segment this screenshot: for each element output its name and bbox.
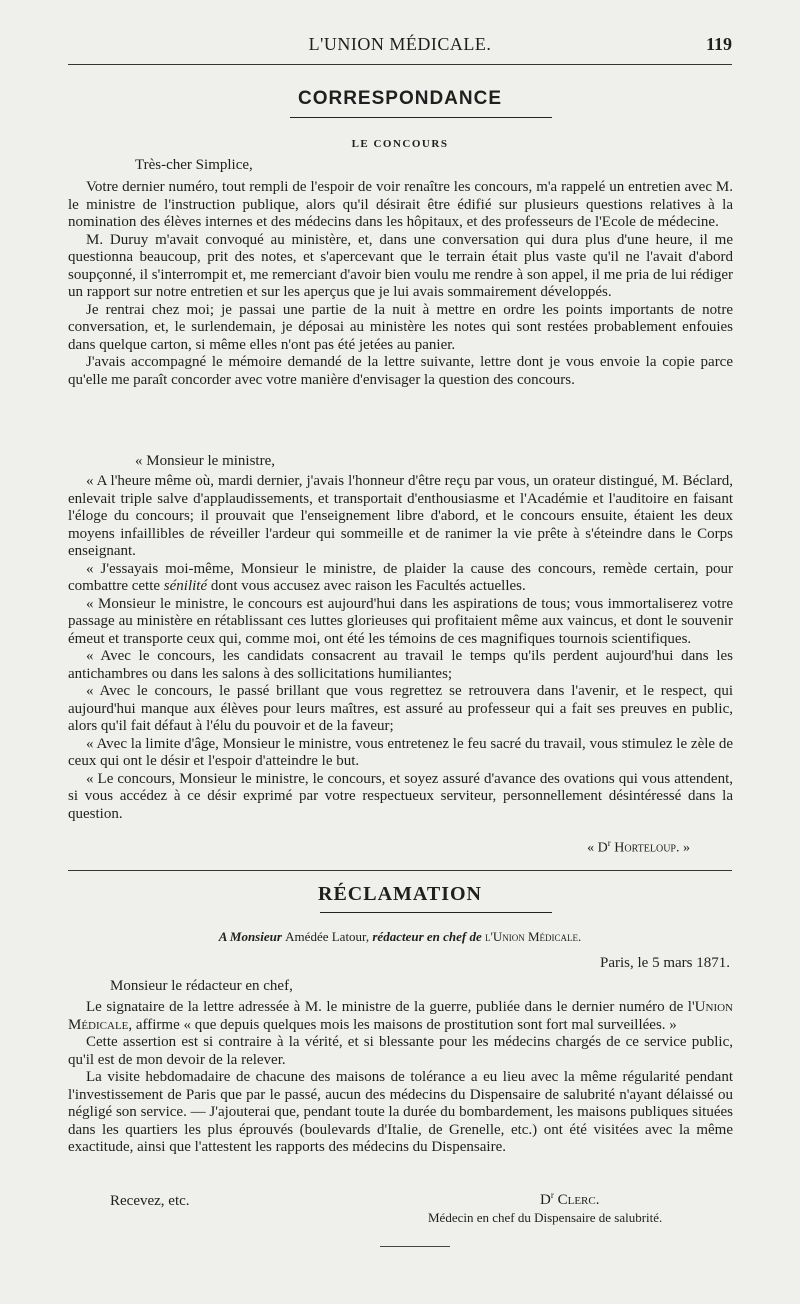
reclamation-closing: Recevez, etc. <box>110 1193 190 1209</box>
letter-paragraph: « Avec la limite d'âge, Monsieur le ministre, vous entretenez le feu sacré du travail, vous stimulez le zèle de ceux qui ont le désir et l'espoir d'atteindre le but. <box>68 735 733 769</box>
reclamation-title: RÉCLAMATION <box>318 883 482 905</box>
letter-text: dont vous accusez avec raison les Facultés actuelles. <box>207 578 526 594</box>
correspondence-paragraph: Je rentrai chez moi; je passai une partie de la nuit à mettre en ordre les points importants de notre conversation, et, le surlendemain, je déposai au ministère les notes qui sont restées probablement enfouies dans quelque carton, si même elles n'ont pas été jetées au panier. <box>68 301 733 353</box>
journal-name: Union Médicale <box>68 999 733 1033</box>
reclamation-dateline: Paris, le 5 mars 1871. <box>600 955 730 971</box>
letter-body <box>68 473 733 823</box>
correspondence-signature: « $D^r$ Horteloup. » <box>587 838 690 856</box>
correspondence-paragraph: J'avais accompagné le mémoire demandé de la lettre suivante, lettre dont je vous envoie la copie parce qu'elle me paraît concorder avec votre manière d'envisager la question des concours. <box>68 354 733 388</box>
reclamation-salutation: Monsieur le rédacteur en chef, <box>110 978 293 994</box>
reclamation-text: , affirme « que depuis quelques mois les maisons de prostitution sont fort mal surveillées. » <box>128 1016 677 1033</box>
reclamation-title-rule <box>320 912 552 913</box>
correspondence-body <box>68 179 733 389</box>
letter-paragraph <box>68 561 733 596</box>
address-role: rédacteur en chef de <box>372 929 482 944</box>
letter-text: « J'essayais moi-même, Monsieur le ministre, de plaider la cause des concours, remède certain, pour combattre cette <box>68 560 733 594</box>
reclamation-paragraph: Cette assertion est si contraire à la vérité, et si blessante pour les médecins chargés de ce service public, qu'il est de mon devoir de la relever. <box>68 1034 733 1068</box>
letter-paragraph: « Monsieur le ministre, le concours est aujourd'hui dans les aspirations de tous; vous immortaliserez votre passage au ministère en rétablissant ces luttes glorieuses qui profitaient même aux vaincus, et dont le souvenir émeut et transporte ceux qui, comme moi, ont été les témoins de ces magnifiques tournois scientifiques. <box>68 595 733 647</box>
reclamation-paragraph <box>68 999 733 1034</box>
closing-rule <box>380 1246 450 1247</box>
running-head <box>68 34 732 60</box>
letter-salutation: « Monsieur le ministre, <box>135 453 275 469</box>
correspondence-title-rule <box>290 117 552 118</box>
letter-paragraph: « Le concours, Monsieur le ministre, le concours, et soyez assuré d'avance des ovations qui vous attendent, si vous accédez à ce désir exprimé par votre respectueux serviteur, personnellement désintéressé dans la question. <box>68 770 733 822</box>
letter-paragraph: « Avec le concours, les candidats consacrent au travail le temps qu'ils perdent aujourd'hui dans les antichambres ou dans les salons à des sollicitations humiliantes; <box>68 648 733 682</box>
address-prefix: A Monsieur <box>218 929 282 944</box>
letter-emphasis: sénilité <box>163 578 208 594</box>
reclamation-text: Le signataire de la lettre adressée à M. le ministre de la guerre, publiée dans le dernier numéro de l' <box>86 999 695 1015</box>
correspondence-paragraph: Votre dernier numéro, tout rempli de l'espoir de voir renaître les concours, m'a rappelé un entretien avec M. le ministre de l'instruction publique, alors qu'il désirait être édifié sur plusieurs questions relatives à la nomination des élèves internes et des médecins dans les hôpitaux, et des professeurs de l'Ecole de médecine. <box>68 179 733 230</box>
letter-paragraph: « A l'heure même où, mardi dernier, j'avais l'honneur d'être reçu par vous, un orateur distingué, M. Béclard, enlevait triple salve d'applaudissements, et transportait d'enthousiasme et l'Académie et l'auditoire en faisant l'éloge du concours; il prouvait que l'enseignement libre d'abord, et le concours ensuite, étaient les deux moyens infaillibles de réveiller l'ardeur qui sommeille et de ranimer la vie prête à s'éteindre dans le Corps enseignant. <box>68 473 733 559</box>
correspondence-paragraph: M. Duruy m'avait convoqué au ministère, et, dans une conversation qui dura plus d'une heure, il me questionna beaucoup, prit des notes, et s'apercevant que le terrain était plus vaste qu'il ne l'avait d'abord soupçonné, il s'interrompit et, me remerciant d'avoir bien voulu me rendre à son appel, il me pria de lui rédiger un rapport sur notre entretien et sur les aperçus que je lui avais sommairement développés. <box>68 231 733 300</box>
reclamation-signature-title: Médecin en chef du Dispensaire de salubrité. <box>428 1210 663 1225</box>
letter-paragraph: « Avec le concours, le passé brillant que vous regrettez se retrouvera dans l'avenir, et le respect, qui aujourd'hui manque aux élèves pour leurs maîtres, est assuré au professeur qui a fait ses preuves en public, alors qu'il fait défaut à l'élu du pouvoir et de la faveur; <box>68 683 733 734</box>
reclamation-signature-name: $D^r$ Clerc. <box>540 1190 600 1208</box>
page-number: 119 <box>705 34 732 54</box>
correspondence-title: CORRESPONDANCE <box>297 88 503 109</box>
reclamation-body <box>68 999 733 1157</box>
address-name: Amédée Latour, <box>285 929 370 944</box>
correspondence-subtitle: LE CONCOURS <box>351 138 449 150</box>
section-divider <box>68 870 732 871</box>
running-title: L'UNION MÉDICALE. <box>308 34 492 54</box>
address-journal: l'Union Médicale. <box>485 929 582 944</box>
correspondence-salutation: Très-cher Simplice, <box>135 157 253 173</box>
reclamation-paragraph: La visite hebdomadaire de chacune des maisons de tolérance a eu lieu avec la même régularité pendant l'investissement de Paris que par le passé, aucun des médecins du Dispensaire de salubrité n'ayant délaissé ou négligé son service. — J'ajouterai que, pendant toute la durée du bombardement, les maisons publiques situées dans les quartiers les plus éprouvés (boulevards d'Italie, de Grenelle, etc.) ont été visitées avec la même exactitude, ainsi que l'attestent les rapports des médecins du Dispensaire. <box>68 1069 733 1155</box>
reclamation-address <box>0 929 800 945</box>
header-rule <box>68 64 732 65</box>
